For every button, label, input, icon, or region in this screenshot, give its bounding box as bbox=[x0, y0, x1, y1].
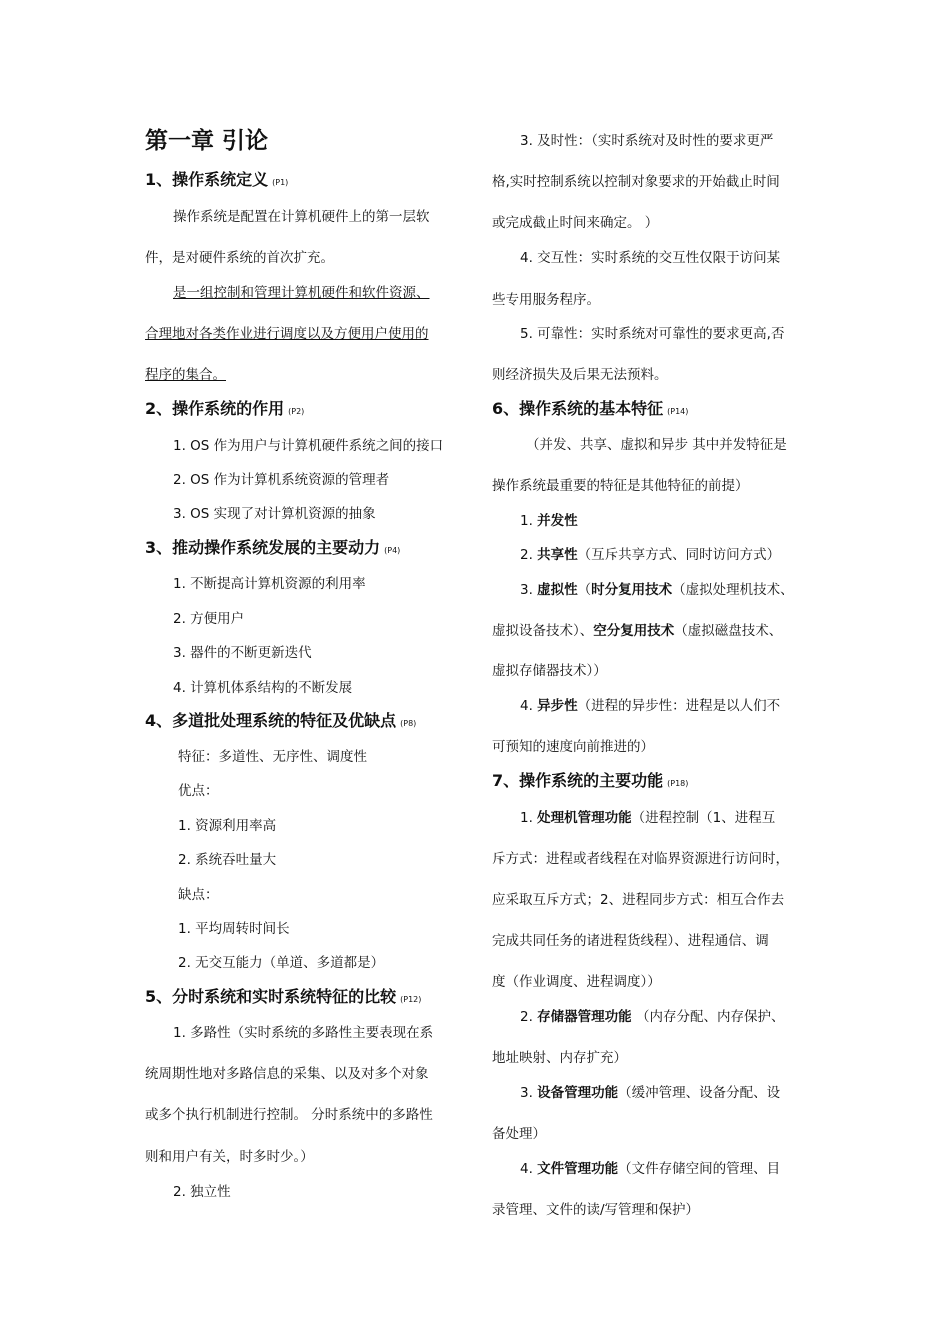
paragraph-line: 则经济损失及后果无法预料。 bbox=[492, 367, 668, 383]
list-item: 4. 计算机体系结构的不断发展 bbox=[173, 680, 353, 696]
definition-line: 件，是对硬件系统的首次扩充。 bbox=[145, 250, 334, 266]
list-item: 2. 独立性 bbox=[173, 1184, 231, 1200]
paragraph-line: 可预知的速度向前推进的） bbox=[492, 739, 654, 755]
paragraph-line: 斥方式：进程或者线程在对临界资源进行访问时， bbox=[492, 851, 789, 867]
list-item: 4. 文件管理功能（文件存储空间的管理、目 bbox=[520, 1161, 781, 1177]
list-item: 3. 设备管理功能（缓冲管理、设备分配、设 bbox=[520, 1085, 781, 1101]
definition-underlined-line: 合理地对各类作业进行调度以及方便用户使用的 bbox=[145, 326, 429, 342]
paragraph-line: 或完成截止时间来确定。 ） bbox=[492, 215, 659, 231]
section-heading-7: 7、操作系统的主要功能 (P18) bbox=[492, 771, 689, 790]
section-heading-2: 2、操作系统的作用 (P2) bbox=[145, 399, 305, 418]
list-item: 1. OS 作为用户与计算机硬件系统之间的接口 bbox=[173, 438, 444, 454]
paragraph-line: 应采取互斥方式；2、进程同步方式：相互合作去 bbox=[492, 892, 785, 908]
paragraph-line: 度（作业调度、进程调度）） bbox=[492, 974, 661, 990]
list-item: 1. 平均周转时间长 bbox=[178, 921, 290, 937]
paragraph-line: 操作系统最重要的特征是其他特征的前提） bbox=[492, 478, 749, 494]
list-item: 2. 无交互能力（单道、多道都是） bbox=[178, 955, 385, 971]
list-item: 3. 器件的不断更新迭代 bbox=[173, 645, 312, 661]
definition-line: 操作系统是配置在计算机硬件上的第一层软 bbox=[173, 209, 430, 225]
paragraph-line: 或多个执行机制进行控制。 分时系统中的多路性 bbox=[145, 1107, 433, 1123]
list-item: 2. 系统吞吐量大 bbox=[178, 852, 277, 868]
list-item: 1. 资源利用率高 bbox=[178, 818, 277, 834]
paragraph-line: 4. 交互性：实时系统的交互性仅限于访问某 bbox=[520, 250, 781, 266]
paragraph-line: 则和用户有关，时多时少。） bbox=[145, 1149, 314, 1165]
paragraph-line: 虚拟存储器技术）） bbox=[492, 663, 607, 679]
paragraph-line: 3. 及时性：（实时系统对及时性的要求更严 bbox=[520, 133, 774, 149]
list-item: 1. 处理机管理功能（进程控制（1、进程互 bbox=[520, 810, 776, 826]
cons-label: 缺点： bbox=[178, 887, 219, 903]
list-item: 3. OS 实现了对计算机资源的抽象 bbox=[173, 506, 376, 522]
paragraph-line: 些专用服务程序。 bbox=[492, 292, 600, 308]
section-heading-1: 1、操作系统定义 (P1) bbox=[145, 170, 289, 189]
list-item: 3. 虚拟性（时分复用技术（虚拟处理机技术、 bbox=[520, 582, 794, 598]
list-item: 2. OS 作为计算机系统资源的管理者 bbox=[173, 472, 390, 488]
paragraph-line: 备处理） bbox=[492, 1126, 546, 1142]
paragraph-line: 1. 多路性（实时系统的多路性主要表现在系 bbox=[173, 1025, 434, 1041]
chapter-title: 第一章 引论 bbox=[145, 128, 269, 154]
section-heading-6: 6、操作系统的基本特征 (P14) bbox=[492, 399, 689, 418]
list-item: 1. 不断提高计算机资源的利用率 bbox=[173, 576, 366, 592]
paragraph-line: 录管理、文件的读/写管理和保护） bbox=[492, 1202, 700, 1218]
list-item: 2. 存储器管理功能 （内存分配、内存保护、 bbox=[520, 1009, 785, 1025]
paragraph-line: 虚拟设备技术）、空分复用技术（虚拟磁盘技术、 bbox=[492, 623, 783, 639]
list-item: 2. 共享性（互斥共享方式、同时访问方式） bbox=[520, 547, 781, 563]
paragraph-line: （并发、共享、虚拟和异步 其中并发特征是 bbox=[526, 437, 787, 453]
pros-label: 优点： bbox=[178, 783, 219, 799]
definition-underlined-line: 程序的集合。 bbox=[145, 367, 226, 383]
section-heading-3: 3、推动操作系统发展的主要动力 (P4) bbox=[145, 538, 401, 557]
paragraph-line: 完成共同任务的诸进程货线程）、进程通信、调 bbox=[492, 933, 769, 949]
paragraph-line: 地址映射、内存扩充） bbox=[492, 1050, 627, 1066]
list-item: 2. 方便用户 bbox=[173, 611, 245, 627]
features-line: 特征：多道性、无序性、调度性 bbox=[178, 749, 367, 765]
paragraph-line: 统周期性地对多路信息的采集、以及对多个对象 bbox=[145, 1066, 429, 1082]
paragraph-line: 格,实时控制系统以控制对象要求的开始截止时间 bbox=[492, 174, 780, 190]
definition-underlined-line: 是一组控制和管理计算机硬件和软件资源、 bbox=[173, 285, 430, 301]
list-item: 1. 并发性 bbox=[520, 513, 578, 529]
section-heading-5: 5、分时系统和实时系统特征的比较 (P12) bbox=[145, 987, 422, 1006]
section-heading-4: 4、多道批处理系统的特征及优缺点 (P8) bbox=[145, 711, 417, 730]
list-item: 4. 异步性（进程的异步性：进程是以人们不 bbox=[520, 698, 781, 714]
paragraph-line: 5. 可靠性：实时系统对可靠性的要求更高,否 bbox=[520, 326, 785, 342]
